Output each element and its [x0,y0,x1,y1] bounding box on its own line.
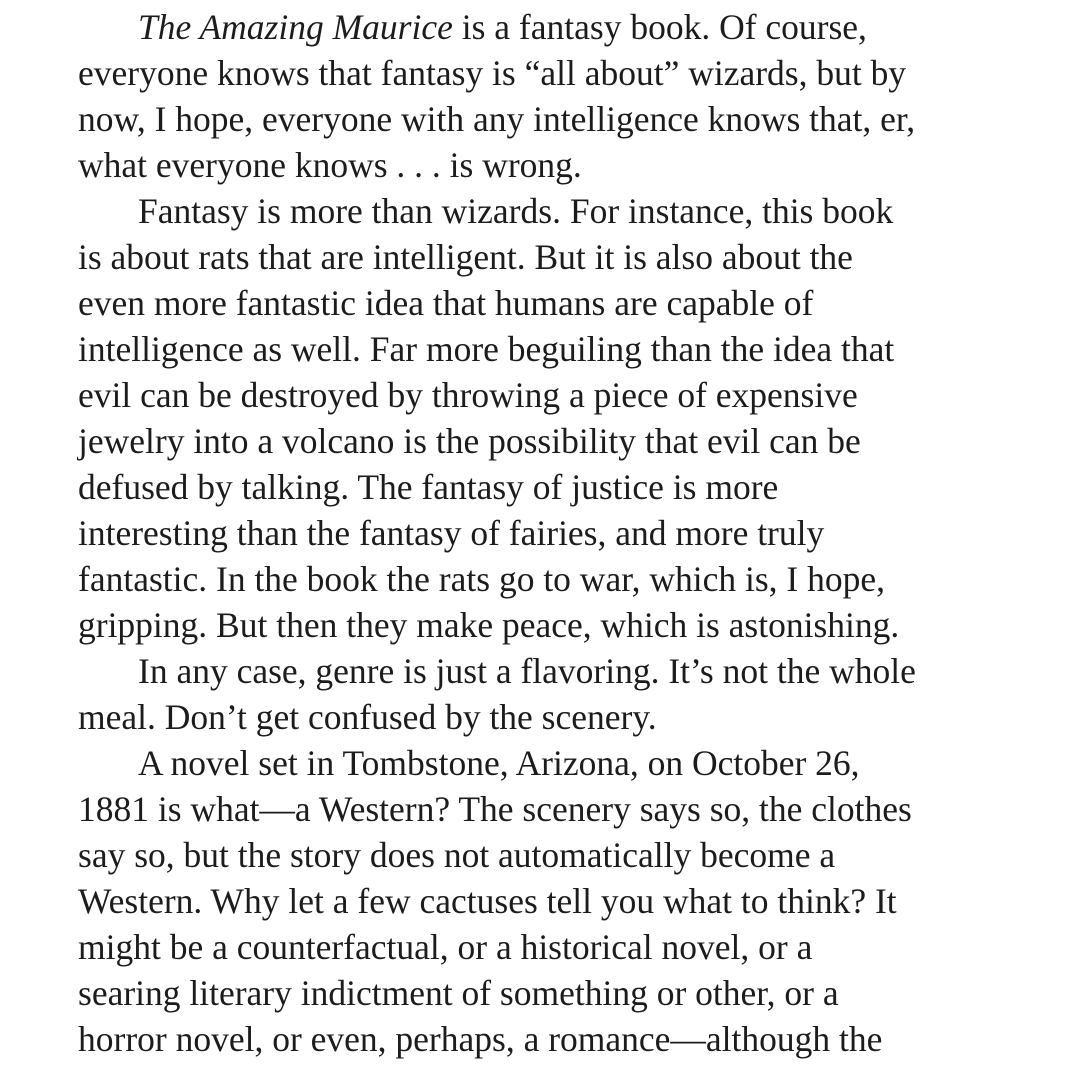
text-line: might be a counterfactual, or a historical novel, or a [78,927,813,967]
text-line: jewelry into a volcano is the possibility that evil can be [78,421,861,461]
paragraph [78,740,1018,1062]
paragraph [78,188,1018,648]
text-line [78,4,1018,50]
paragraph [78,4,1018,188]
paragraph [78,648,1018,740]
body-text [78,4,1018,1062]
text-line: defused by talking. The fantasy of justice is more [78,467,779,507]
text-line: 1881 is what—a Western? The scenery says so, the clothes [78,789,912,829]
text-line: In any case, genre is just a flavoring. It’s not the whole [138,651,916,691]
text-line: gripping. But then they make peace, which is astonishing. [78,605,900,645]
text-line: A novel set in Tombstone, Arizona, on October 26, [138,743,860,783]
text-line: now, I hope, everyone with any intelligence knows that, er, [78,99,916,139]
text-line: intelligence as well. Far more beguiling than the idea that [78,329,895,369]
text-line-rest: is a fantasy book. Of course, [452,7,867,47]
text-line: interesting than the fantasy of fairies, and more truly [78,513,825,553]
text-line: say so, but the story does not automatically become a [78,835,836,875]
text-line: searing literary indictment of something or other, or a [78,973,839,1013]
text-line: Fantasy is more than wizards. For instance, this book [138,191,894,231]
text-line: everyone knows that fantasy is “all about” wizards, but by [78,53,907,93]
text-line: evil can be destroyed by throwing a piece of expensive [78,375,858,415]
text-line: fantastic. In the book the rats go to war, which is, I hope, [78,559,885,599]
text-line: horror novel, or even, perhaps, a romance—although the [78,1019,883,1059]
text-line: what everyone knows . . . is wrong. [78,145,582,185]
text-line: meal. Don’t get confused by the scenery. [78,697,657,737]
book-title-italic: The Amazing Maurice [138,7,453,47]
text-line: Western. Why let a few cactuses tell you what to think? It [78,881,897,921]
text-line: even more fantastic idea that humans are capable of [78,283,814,323]
text-line: is about rats that are intelligent. But it is also about the [78,237,853,277]
